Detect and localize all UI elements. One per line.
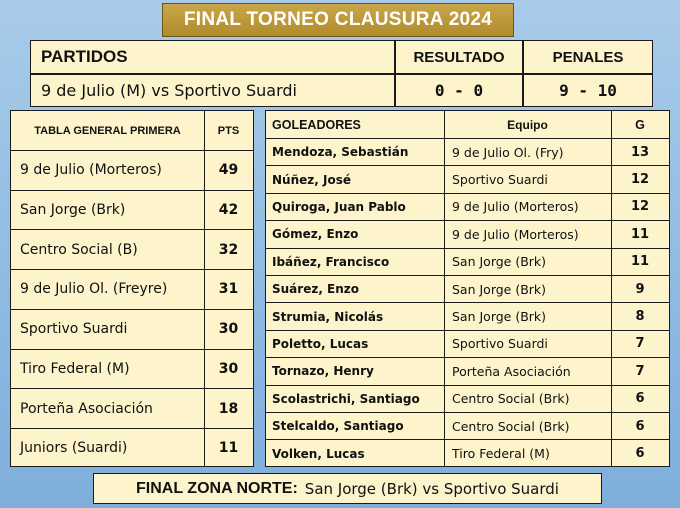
- scorers-header-goals: G: [635, 117, 645, 132]
- scorer-team: Sportivo Suardi: [452, 336, 548, 352]
- scorer-team: 9 de Julio Ol. (Fry): [452, 144, 564, 160]
- scorer-player: Suárez, Enzo: [272, 282, 360, 297]
- scorers-row: [266, 248, 669, 275]
- scorers-header-player: GOLEADORES: [272, 117, 361, 132]
- scorer-goals: 12: [630, 199, 650, 215]
- scorers-row: [266, 165, 669, 192]
- scorer-player: Poletto, Lucas: [272, 336, 369, 351]
- scorer-goals: 6: [635, 418, 645, 434]
- scorer-goals: 9: [635, 281, 645, 297]
- header-penales: PENALES: [523, 40, 653, 74]
- final-zona-norte: [93, 473, 602, 504]
- scorers-row: [266, 220, 669, 247]
- standings-pts: 30: [218, 360, 239, 377]
- standings-row: [11, 190, 253, 230]
- standings-pts: 30: [218, 321, 239, 338]
- scorer-goals: 7: [635, 336, 645, 352]
- scorer-player: Stelcaldo, Santiago: [272, 419, 404, 434]
- scorer-team: Centro Social (Brk): [452, 418, 570, 434]
- scorer-player: Tornazo, Henry: [272, 364, 374, 379]
- scorer-player: Strumia, Nicolás: [272, 309, 384, 324]
- standings-header-pts: PTS: [217, 124, 240, 137]
- scorer-team: Centro Social (Brk): [452, 391, 570, 407]
- match-teams: 9 de Julio (M) vs Sportivo Suardi: [30, 74, 395, 107]
- standings-team: Porteña Asociación: [20, 400, 153, 417]
- scorers-table: [265, 110, 670, 467]
- scorer-player: Gómez, Enzo: [272, 227, 359, 242]
- standings-row: [11, 388, 253, 428]
- scorer-team: 9 de Julio (Morteros): [452, 226, 579, 242]
- header-resultado: RESULTADO: [395, 40, 523, 74]
- standings-row: [11, 309, 253, 349]
- scorer-team: Sportivo Suardi: [452, 172, 548, 188]
- scorer-goals: 11: [630, 254, 650, 270]
- standings-pts: 11: [218, 440, 239, 457]
- scorers-header: [266, 111, 669, 138]
- standings-pts: 32: [218, 241, 239, 258]
- scorer-player: Mendoza, Sebastián: [272, 145, 409, 160]
- footer-label: FINAL ZONA NORTE:: [136, 479, 298, 497]
- standings-pts: 42: [218, 202, 239, 219]
- scorers-row: [266, 357, 669, 384]
- header-partidos: PARTIDOS: [30, 40, 395, 74]
- scorer-goals: 6: [635, 391, 645, 407]
- scorer-goals: 7: [635, 363, 645, 379]
- scorer-player: Volken, Lucas: [272, 446, 365, 461]
- scorer-team: San Jorge (Brk): [452, 309, 547, 325]
- standings-team: 9 de Julio (Morteros): [20, 162, 162, 179]
- scorer-player: Ibáñez, Francisco: [272, 254, 390, 269]
- scorers-header-team: Equipo: [507, 117, 548, 132]
- scorer-goals: 11: [630, 226, 650, 242]
- scorers-row: [266, 138, 669, 165]
- standings-pts: 49: [218, 162, 239, 179]
- scorer-goals: 13: [630, 144, 650, 160]
- scorer-goals: 12: [630, 172, 650, 188]
- match-table: [30, 40, 653, 107]
- scorer-player: Quiroga, Juan Pablo: [272, 199, 406, 214]
- standings-team: 9 de Julio Ol. (Freyre): [20, 281, 168, 298]
- standings-pts: 31: [218, 281, 239, 298]
- standings-row: [11, 428, 253, 468]
- scorer-player: Scolastrichi, Santiago: [272, 391, 420, 406]
- scorers-row: [266, 330, 669, 357]
- scorers-row: [266, 385, 669, 412]
- standings-table: [10, 110, 254, 467]
- scorer-player: Núñez, José: [272, 172, 351, 187]
- match-result: 0 - 0: [395, 74, 523, 107]
- standings-team: Juniors (Suardi): [20, 440, 128, 457]
- scorers-row: [266, 412, 669, 439]
- page-title: FINAL TORNEO CLAUSURA 2024: [162, 3, 514, 37]
- standings-pts: 18: [218, 400, 239, 417]
- standings-team: Sportivo Suardi: [20, 321, 128, 338]
- standings-row: [11, 349, 253, 389]
- standings-team: San Jorge (Brk): [20, 202, 126, 219]
- standings-header-team: TABLA GENERAL PRIMERA: [34, 124, 181, 137]
- standings-row: [11, 269, 253, 309]
- scorers-row: [266, 193, 669, 220]
- standings-header: [11, 111, 253, 150]
- scorer-team: Porteña Asociación: [452, 363, 571, 379]
- match-penalties: 9 - 10: [523, 74, 653, 107]
- scorers-row: [266, 439, 669, 466]
- standings-row: [11, 229, 253, 269]
- footer-text: San Jorge (Brk) vs Sportivo Suardi: [304, 479, 559, 498]
- scorer-goals: 8: [635, 309, 645, 325]
- standings-row: [11, 150, 253, 190]
- scorer-team: San Jorge (Brk): [452, 281, 547, 297]
- scorer-team: Tiro Federal (M): [452, 446, 550, 462]
- scorer-goals: 6: [635, 446, 645, 462]
- scorer-team: San Jorge (Brk): [452, 254, 547, 270]
- scorer-team: 9 de Julio (Morteros): [452, 199, 579, 215]
- scorers-row: [266, 302, 669, 329]
- scorers-row: [266, 275, 669, 302]
- standings-team: Centro Social (B): [20, 241, 138, 258]
- standings-team: Tiro Federal (M): [20, 360, 130, 377]
